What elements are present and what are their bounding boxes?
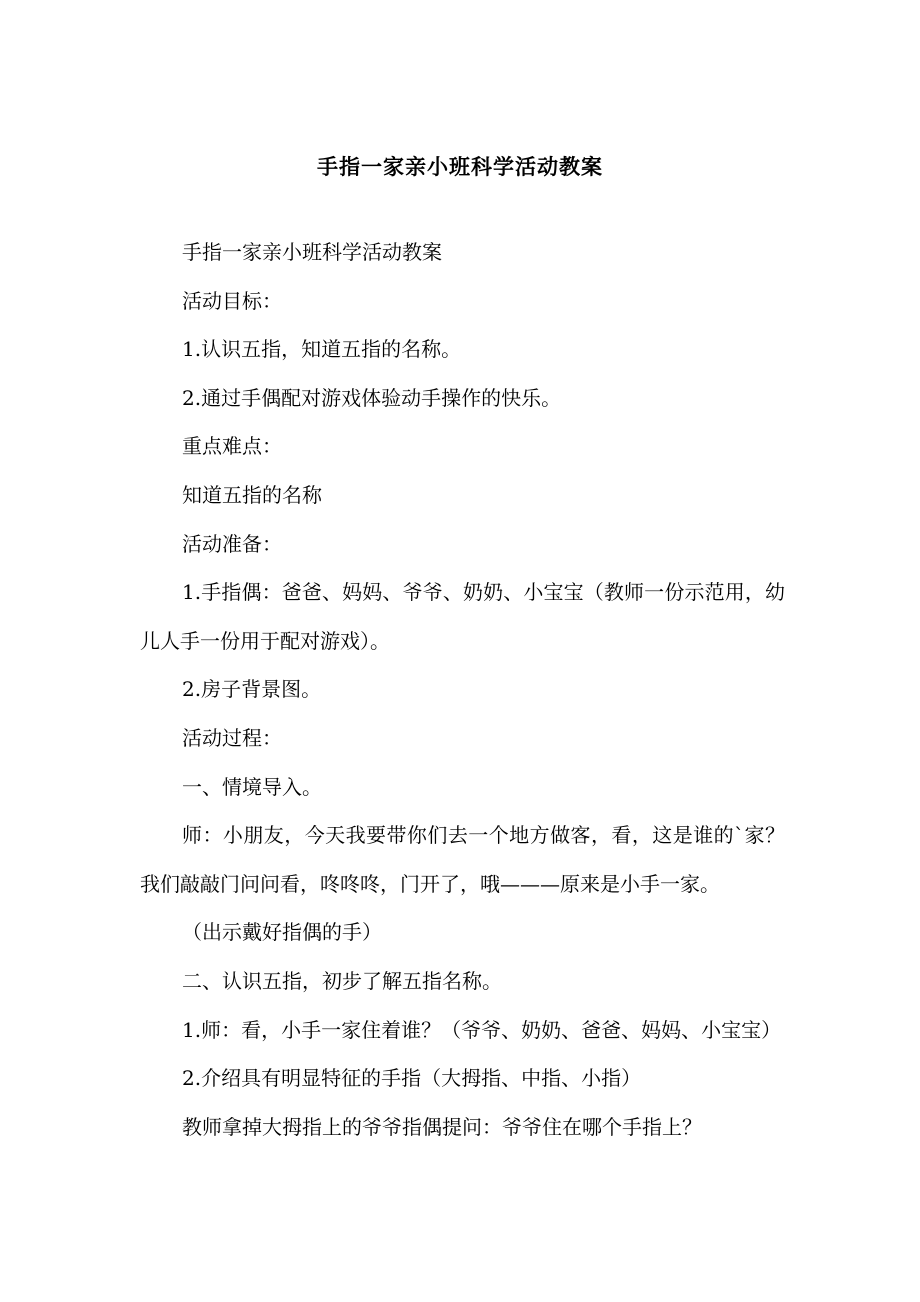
paragraph-step-2-question: 教师拿掉大拇指上的爷爷指偶提问：爷爷住在哪个手指上？ <box>182 1114 702 1139</box>
paragraph-step-1-heading: 一、情境导入。 <box>182 774 322 799</box>
paragraph-process-heading: 活动过程： <box>182 725 282 750</box>
paragraph-key-points: 知道五指的名称 <box>182 482 322 507</box>
paragraph-step-1-note: （出示戴好指偶的手） <box>182 920 382 945</box>
document-body <box>140 228 785 1151</box>
paragraph-step-2-item-1: 1.师：看，小手一家住着谁？（爷爷、奶奶、爸爸、妈妈、小宝宝） <box>182 1017 782 1042</box>
paragraph-preparation-heading: 活动准备： <box>182 531 282 556</box>
paragraph-preparation-2: 2.房子背景图。 <box>182 677 322 702</box>
paragraph-step-1-dialogue: 师：小朋友，今天我要带你们去一个地方做客，看，这是谁的`家？我们敲敲门问问看，咚咚咚，门开了，哦———原来是小手一家。 <box>140 823 785 896</box>
paragraph-heading-repeat: 手指一家亲小班科学活动教案 <box>182 240 442 264</box>
paragraph-goals-heading: 活动目标： <box>182 288 282 313</box>
paragraph-step-2-item-2: 2.介绍具有明显特征的手指（大拇指、中指、小指） <box>182 1066 642 1091</box>
paragraph-goal-2: 2.通过手偶配对游戏体验动手操作的快乐。 <box>182 385 562 410</box>
paragraph-preparation-1: 1.手指偶：爸爸、妈妈、爷爷、奶奶、小宝宝（教师一份示范用，幼儿人手一份用于配对游戏）。 <box>140 580 785 653</box>
document-title: 手指一家亲小班科学活动教案 <box>317 155 603 179</box>
paragraph-key-points-heading: 重点难点： <box>182 434 282 459</box>
paragraph-step-2-heading: 二、认识五指，初步了解五指名称。 <box>182 968 502 993</box>
paragraph-goal-1: 1.认识五指，知道五指的名称。 <box>182 337 462 362</box>
